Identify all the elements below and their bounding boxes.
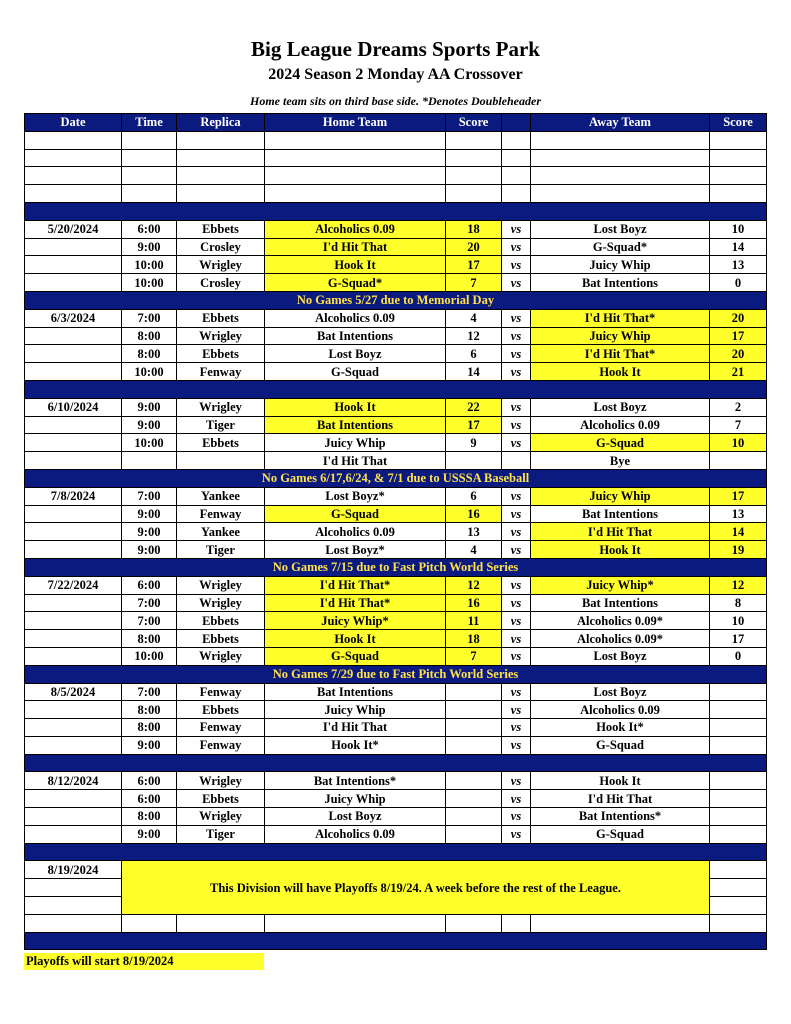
game-replica: Fenway xyxy=(177,505,265,523)
away-score xyxy=(710,683,767,701)
away-score: 10 xyxy=(710,612,767,630)
game-replica: Ebbets xyxy=(177,612,265,630)
game-time: 8:00 xyxy=(122,719,177,737)
game-replica: Wrigley xyxy=(177,327,265,345)
vs-label: vs xyxy=(502,825,531,843)
away-team: Lost Boyz xyxy=(531,683,710,701)
vs-label: vs xyxy=(502,612,531,630)
game-time: 9:00 xyxy=(122,398,177,416)
game-time: 10:00 xyxy=(122,434,177,452)
away-score: 13 xyxy=(710,505,767,523)
away-team: Bat Intentions xyxy=(531,505,710,523)
vs-label: vs xyxy=(502,434,531,452)
game-row xyxy=(25,238,767,256)
away-team: Lost Boyz xyxy=(531,220,710,238)
vs-label: vs xyxy=(502,808,531,826)
vs-label: vs xyxy=(502,701,531,719)
away-team: Juicy Whip xyxy=(531,327,710,345)
home-score xyxy=(446,808,502,826)
bye-team: I'd Hit That xyxy=(265,452,446,470)
empty-row xyxy=(25,149,767,167)
away-team: I'd Hit That* xyxy=(531,309,710,327)
col-away-score: Score xyxy=(710,114,767,132)
separator-row xyxy=(25,932,767,950)
bye-label: Bye xyxy=(531,452,710,470)
home-team: Bat Intentions xyxy=(265,683,446,701)
home-team: Juicy Whip xyxy=(265,701,446,719)
away-team: Lost Boyz xyxy=(531,398,710,416)
game-time: 8:00 xyxy=(122,808,177,826)
away-team: I'd Hit That xyxy=(531,790,710,808)
home-team: Lost Boyz xyxy=(265,808,446,826)
col-home-score: Score xyxy=(446,114,502,132)
vs-label: vs xyxy=(502,238,531,256)
home-score: 9 xyxy=(446,434,502,452)
game-row xyxy=(25,736,767,754)
home-team: Alcoholics 0.09 xyxy=(265,523,446,541)
empty-row xyxy=(25,131,767,149)
game-time: 9:00 xyxy=(122,541,177,559)
week-6 xyxy=(25,683,767,772)
away-score xyxy=(710,772,767,790)
game-row xyxy=(25,487,767,505)
game-time: 7:00 xyxy=(122,594,177,612)
game-replica: Ebbets xyxy=(177,630,265,648)
game-time: 8:00 xyxy=(122,630,177,648)
game-time: 7:00 xyxy=(122,487,177,505)
game-row xyxy=(25,345,767,363)
home-score: 18 xyxy=(446,630,502,648)
game-row xyxy=(25,576,767,594)
away-score: 17 xyxy=(710,630,767,648)
home-score xyxy=(446,825,502,843)
away-score xyxy=(710,825,767,843)
game-row xyxy=(25,790,767,808)
game-row xyxy=(25,541,767,559)
game-row xyxy=(25,220,767,238)
game-replica: Wrigley xyxy=(177,647,265,665)
page-subtitle: 2024 Season 2 Monday AA Crossover xyxy=(268,66,523,83)
away-team: Alcoholics 0.09 xyxy=(531,701,710,719)
away-team: G-Squad xyxy=(531,434,710,452)
game-replica: Ebbets xyxy=(177,309,265,327)
away-score: 14 xyxy=(710,238,767,256)
home-score xyxy=(446,719,502,737)
game-time: 10:00 xyxy=(122,274,177,292)
no-games-banner: No Games 7/15 due to Fast Pitch World Series xyxy=(25,558,767,576)
col-away-team: Away Team xyxy=(531,114,710,132)
home-score: 4 xyxy=(446,309,502,327)
game-time: 7:00 xyxy=(122,309,177,327)
vs-label: vs xyxy=(502,594,531,612)
game-date: 6/10/2024 xyxy=(25,398,122,416)
game-replica: Fenway xyxy=(177,363,265,381)
home-team: Bat Intentions xyxy=(265,327,446,345)
separator-row xyxy=(25,843,767,861)
away-score xyxy=(710,808,767,826)
game-time: 6:00 xyxy=(122,772,177,790)
header-row xyxy=(25,114,767,132)
game-replica: Fenway xyxy=(177,683,265,701)
col-date: Date xyxy=(25,114,122,132)
home-team: I'd Hit That xyxy=(265,719,446,737)
game-time: 6:00 xyxy=(122,790,177,808)
game-replica: Crosley xyxy=(177,238,265,256)
game-replica: Wrigley xyxy=(177,594,265,612)
playoff-notice: This Division will have Playoffs 8/19/24. A week before the rest of the League. xyxy=(122,861,710,914)
game-time: 7:00 xyxy=(122,683,177,701)
empty-row xyxy=(25,914,767,932)
game-row xyxy=(25,274,767,292)
home-score: 16 xyxy=(446,594,502,612)
game-row xyxy=(25,683,767,701)
vs-label: vs xyxy=(502,683,531,701)
away-score: 17 xyxy=(710,327,767,345)
away-score xyxy=(710,719,767,737)
page-title: Big League Dreams Sports Park xyxy=(251,37,540,61)
away-team: Alcoholics 0.09* xyxy=(531,612,710,630)
vs-label: vs xyxy=(502,736,531,754)
away-score: 0 xyxy=(710,647,767,665)
away-team: Alcoholics 0.09 xyxy=(531,416,710,434)
game-replica: Ebbets xyxy=(177,790,265,808)
away-team: Bat Intentions xyxy=(531,594,710,612)
game-row xyxy=(25,630,767,648)
week-2 xyxy=(25,309,767,398)
game-replica: Tiger xyxy=(177,416,265,434)
vs-label: vs xyxy=(502,505,531,523)
separator-row xyxy=(25,202,767,220)
vs-label: vs xyxy=(502,345,531,363)
game-date: 7/22/2024 xyxy=(25,576,122,594)
away-score: 19 xyxy=(710,541,767,559)
no-games-banner: No Games 7/29 due to Fast Pitch World Series xyxy=(25,665,767,683)
home-team: G-Squad* xyxy=(265,274,446,292)
game-time: 9:00 xyxy=(122,416,177,434)
home-score: 11 xyxy=(446,612,502,630)
vs-label: vs xyxy=(502,790,531,808)
game-row xyxy=(25,647,767,665)
game-time: 9:00 xyxy=(122,505,177,523)
vs-label: vs xyxy=(502,630,531,648)
away-team: Hook It xyxy=(531,363,710,381)
vs-label: vs xyxy=(502,274,531,292)
home-team: I'd Hit That* xyxy=(265,576,446,594)
game-row xyxy=(25,363,767,381)
away-team: Juicy Whip xyxy=(531,256,710,274)
game-row xyxy=(25,505,767,523)
home-team: Lost Boyz* xyxy=(265,541,446,559)
away-score xyxy=(710,701,767,719)
week-1 xyxy=(25,220,767,309)
vs-label: vs xyxy=(502,719,531,737)
game-replica: Fenway xyxy=(177,719,265,737)
home-team: Hook It xyxy=(265,630,446,648)
empty-row xyxy=(25,167,767,185)
vs-label: vs xyxy=(502,398,531,416)
home-team: I'd Hit That* xyxy=(265,594,446,612)
away-team: G-Squad xyxy=(531,736,710,754)
game-replica: Tiger xyxy=(177,825,265,843)
vs-label: vs xyxy=(502,647,531,665)
home-score: 6 xyxy=(446,487,502,505)
home-score: 7 xyxy=(446,647,502,665)
empty-row xyxy=(25,185,767,203)
away-team: Lost Boyz xyxy=(531,647,710,665)
home-score: 17 xyxy=(446,416,502,434)
game-row xyxy=(25,327,767,345)
away-score: 0 xyxy=(710,274,767,292)
away-team: Bat Intentions* xyxy=(531,808,710,826)
game-row xyxy=(25,701,767,719)
game-date: 8/5/2024 xyxy=(25,683,122,701)
playoff-row xyxy=(25,861,767,879)
game-time: 9:00 xyxy=(122,825,177,843)
away-score: 2 xyxy=(710,398,767,416)
game-row xyxy=(25,256,767,274)
vs-label: vs xyxy=(502,576,531,594)
away-score xyxy=(710,736,767,754)
game-replica: Wrigley xyxy=(177,398,265,416)
home-team: G-Squad xyxy=(265,647,446,665)
game-row xyxy=(25,808,767,826)
game-time: 10:00 xyxy=(122,363,177,381)
home-score: 18 xyxy=(446,220,502,238)
game-time: 9:00 xyxy=(122,238,177,256)
game-row xyxy=(25,523,767,541)
home-score xyxy=(446,772,502,790)
away-score: 10 xyxy=(710,434,767,452)
col-vs xyxy=(502,114,531,132)
away-team: Bat Intentions xyxy=(531,274,710,292)
vs-label: vs xyxy=(502,416,531,434)
home-score: 14 xyxy=(446,363,502,381)
home-score: 22 xyxy=(446,398,502,416)
no-games-banner: No Games 5/27 due to Memorial Day xyxy=(25,291,767,309)
game-row xyxy=(25,416,767,434)
away-score: 12 xyxy=(710,576,767,594)
home-score: 6 xyxy=(446,345,502,363)
home-team: Hook It* xyxy=(265,736,446,754)
game-replica: Wrigley xyxy=(177,576,265,594)
game-row xyxy=(25,825,767,843)
page-note: Home team sits on third base side. *Denotes Doubleheader xyxy=(250,94,541,108)
home-score: 13 xyxy=(446,523,502,541)
game-time: 6:00 xyxy=(122,220,177,238)
away-score: 21 xyxy=(710,363,767,381)
away-team: I'd Hit That xyxy=(531,523,710,541)
home-team: Alcoholics 0.09 xyxy=(265,309,446,327)
game-time: 6:00 xyxy=(122,576,177,594)
bye-row xyxy=(25,452,767,470)
game-date: 6/3/2024 xyxy=(25,309,122,327)
home-score: 4 xyxy=(446,541,502,559)
game-row xyxy=(25,309,767,327)
away-team: Hook It xyxy=(531,772,710,790)
game-replica: Ebbets xyxy=(177,701,265,719)
away-team: Juicy Whip* xyxy=(531,576,710,594)
home-team: Alcoholics 0.09 xyxy=(265,825,446,843)
home-team: Lost Boyz* xyxy=(265,487,446,505)
home-score: 12 xyxy=(446,576,502,594)
game-replica: Wrigley xyxy=(177,772,265,790)
home-team: Bat Intentions xyxy=(265,416,446,434)
vs-label: vs xyxy=(502,523,531,541)
vs-label: vs xyxy=(502,772,531,790)
game-time: 7:00 xyxy=(122,612,177,630)
away-team: Hook It xyxy=(531,541,710,559)
home-team: Lost Boyz xyxy=(265,345,446,363)
col-time: Time xyxy=(122,114,177,132)
vs-label: vs xyxy=(502,309,531,327)
separator-row xyxy=(25,380,767,398)
home-team: Hook It xyxy=(265,256,446,274)
home-score: 16 xyxy=(446,505,502,523)
game-time: 10:00 xyxy=(122,647,177,665)
home-team: Bat Intentions* xyxy=(265,772,446,790)
game-time: 8:00 xyxy=(122,345,177,363)
col-home-team: Home Team xyxy=(265,114,446,132)
away-team: Hook It* xyxy=(531,719,710,737)
week-3 xyxy=(25,398,767,487)
game-row xyxy=(25,398,767,416)
game-replica: Tiger xyxy=(177,541,265,559)
away-score: 14 xyxy=(710,523,767,541)
away-team: G-Squad xyxy=(531,825,710,843)
home-score xyxy=(446,701,502,719)
home-team: G-Squad xyxy=(265,505,446,523)
home-score: 7 xyxy=(446,274,502,292)
away-team: G-Squad* xyxy=(531,238,710,256)
game-replica: Wrigley xyxy=(177,256,265,274)
game-time: 9:00 xyxy=(122,523,177,541)
away-score: 8 xyxy=(710,594,767,612)
home-team: Hook It xyxy=(265,398,446,416)
away-score: 7 xyxy=(710,416,767,434)
vs-label: vs xyxy=(502,256,531,274)
game-time: 10:00 xyxy=(122,256,177,274)
week-8 xyxy=(25,861,767,950)
home-team: Juicy Whip xyxy=(265,434,446,452)
vs-label: vs xyxy=(502,220,531,238)
game-date: 8/19/2024 xyxy=(25,861,122,879)
game-row xyxy=(25,772,767,790)
separator-row xyxy=(25,754,767,772)
home-score: 20 xyxy=(446,238,502,256)
away-score: 13 xyxy=(710,256,767,274)
game-replica: Yankee xyxy=(177,523,265,541)
game-time: 9:00 xyxy=(122,736,177,754)
col-replica: Replica xyxy=(177,114,265,132)
game-replica: Ebbets xyxy=(177,434,265,452)
game-time: 8:00 xyxy=(122,701,177,719)
home-team: Juicy Whip xyxy=(265,790,446,808)
home-team: Juicy Whip* xyxy=(265,612,446,630)
week-4 xyxy=(25,487,767,576)
game-row xyxy=(25,434,767,452)
home-score: 17 xyxy=(446,256,502,274)
home-score xyxy=(446,736,502,754)
game-replica: Wrigley xyxy=(177,808,265,826)
game-replica: Fenway xyxy=(177,736,265,754)
game-replica: Yankee xyxy=(177,487,265,505)
home-team: Alcoholics 0.09 xyxy=(265,220,446,238)
home-team: G-Squad xyxy=(265,363,446,381)
game-replica: Crosley xyxy=(177,274,265,292)
away-score: 10 xyxy=(710,220,767,238)
week-7 xyxy=(25,772,767,861)
game-row xyxy=(25,719,767,737)
away-score xyxy=(710,790,767,808)
game-row xyxy=(25,594,767,612)
vs-label: vs xyxy=(502,327,531,345)
game-date: 8/12/2024 xyxy=(25,772,122,790)
home-score: 12 xyxy=(446,327,502,345)
away-score: 20 xyxy=(710,309,767,327)
away-score: 17 xyxy=(710,487,767,505)
game-date: 7/8/2024 xyxy=(25,487,122,505)
game-time: 8:00 xyxy=(122,327,177,345)
away-team: Alcoholics 0.09* xyxy=(531,630,710,648)
no-games-banner: No Games 6/17,6/24, & 7/1 due to USSSA Baseball xyxy=(25,469,767,487)
game-replica: Ebbets xyxy=(177,220,265,238)
home-score xyxy=(446,683,502,701)
vs-label: vs xyxy=(502,487,531,505)
away-team: I'd Hit That* xyxy=(531,345,710,363)
game-row xyxy=(25,612,767,630)
game-date: 5/20/2024 xyxy=(25,220,122,238)
vs-label: vs xyxy=(502,363,531,381)
home-team: I'd Hit That xyxy=(265,238,446,256)
away-team: Juicy Whip xyxy=(531,487,710,505)
week-5 xyxy=(25,576,767,683)
vs-label: vs xyxy=(502,541,531,559)
home-score xyxy=(446,790,502,808)
schedule-table xyxy=(24,113,767,950)
game-replica: Ebbets xyxy=(177,345,265,363)
away-score: 20 xyxy=(710,345,767,363)
playoffs-start-note: Playoffs will start 8/19/2024 xyxy=(24,953,264,970)
